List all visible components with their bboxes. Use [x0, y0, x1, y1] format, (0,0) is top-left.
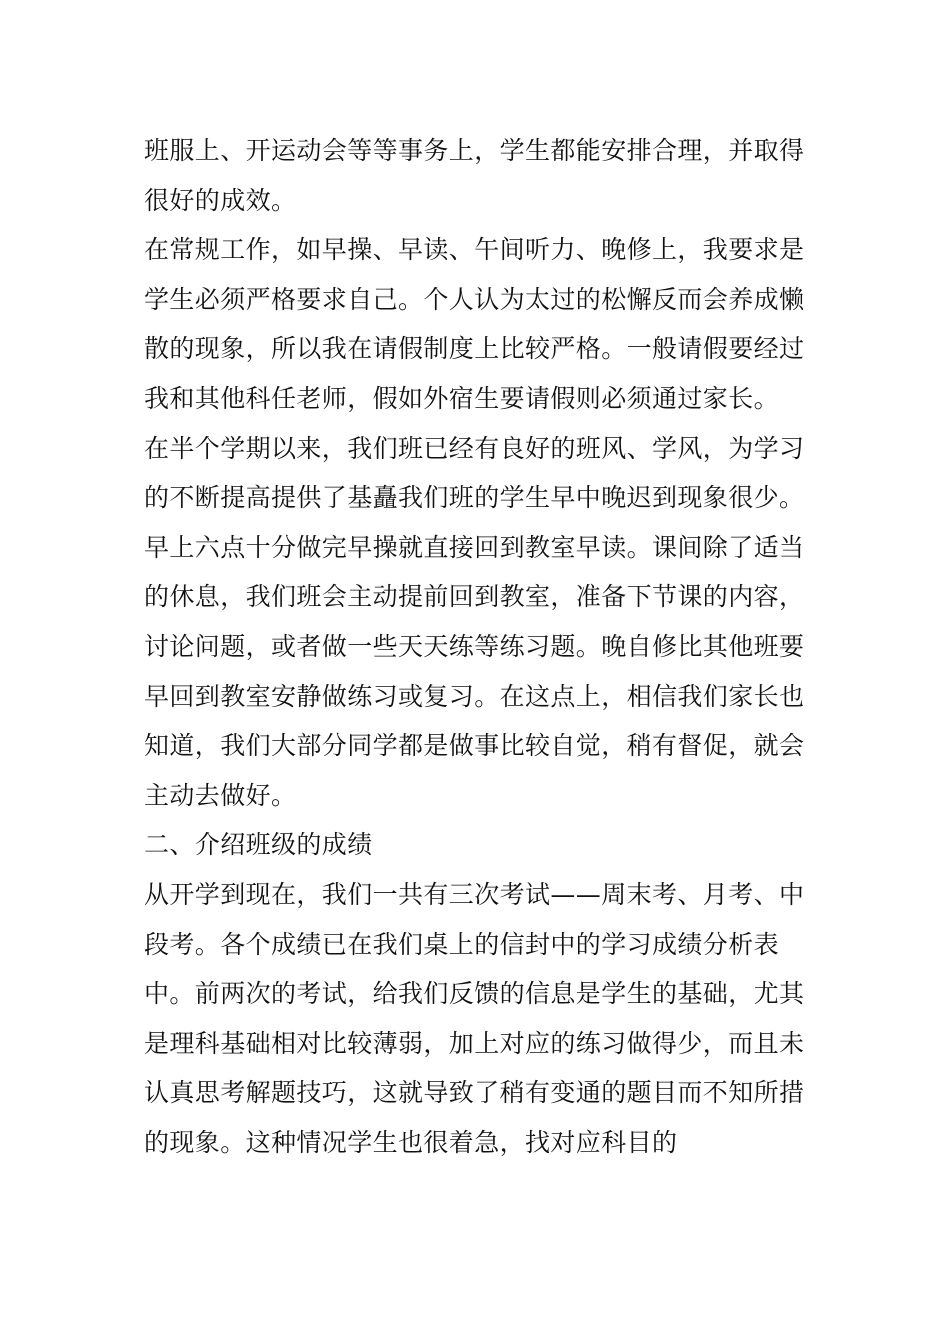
paragraph-exams: 从开学到现在，我们一共有三次考试——周末考、月考、中段考。各个成绩已在我们桌上的信封中的学习成绩分析表中。前两次的考试，给我们反馈的信息是学生的基础，尤其是理科基础相对比较薄弱，加上对应的练习做得少，而且未认真思考解题技巧，这就导致了稍有变通的题目而不知所措的现象。这种情况学生也很着急，找对应科目的 [144, 879, 805, 1157]
document-body [144, 126, 808, 1167]
paragraph-class-atmosphere: 在半个学期以来，我们班已经有良好的班风、学风，为学习的不断提高提供了基矗我们班的学生早中晚迟到现象很少。早上六点十分做完早操就直接回到教室早读。课间除了适当的休息，我们班会主动提前回到教室，准备下节课的内容，讨论问题，或者做一些天天练等练习题。晚自修比其他班要早回到教室安静做练习或复习。在这点上，相信我们家长也知道，我们大部分同学都是做事比较自觉，稍有督促，就会主动去做好。 [144, 433, 805, 810]
paragraph-routine-work: 在常规工作，如早操、早读、午间听力、晚修上，我要求是学生必须严格要求自己。个人认为太过的松懈反而会养成懒散的现象，所以我在请假制度上比较严格。一般请假要经过我和其他科任老师，假如外宿生要请假则必须通过家长。 [144, 235, 805, 413]
paragraph-uniform-sports: 班服上、开运动会等等事务上，学生都能安排合理，并取得很好的成效。 [144, 136, 805, 215]
section-heading-class-results: 二、介绍班级的成绩 [144, 830, 373, 860]
